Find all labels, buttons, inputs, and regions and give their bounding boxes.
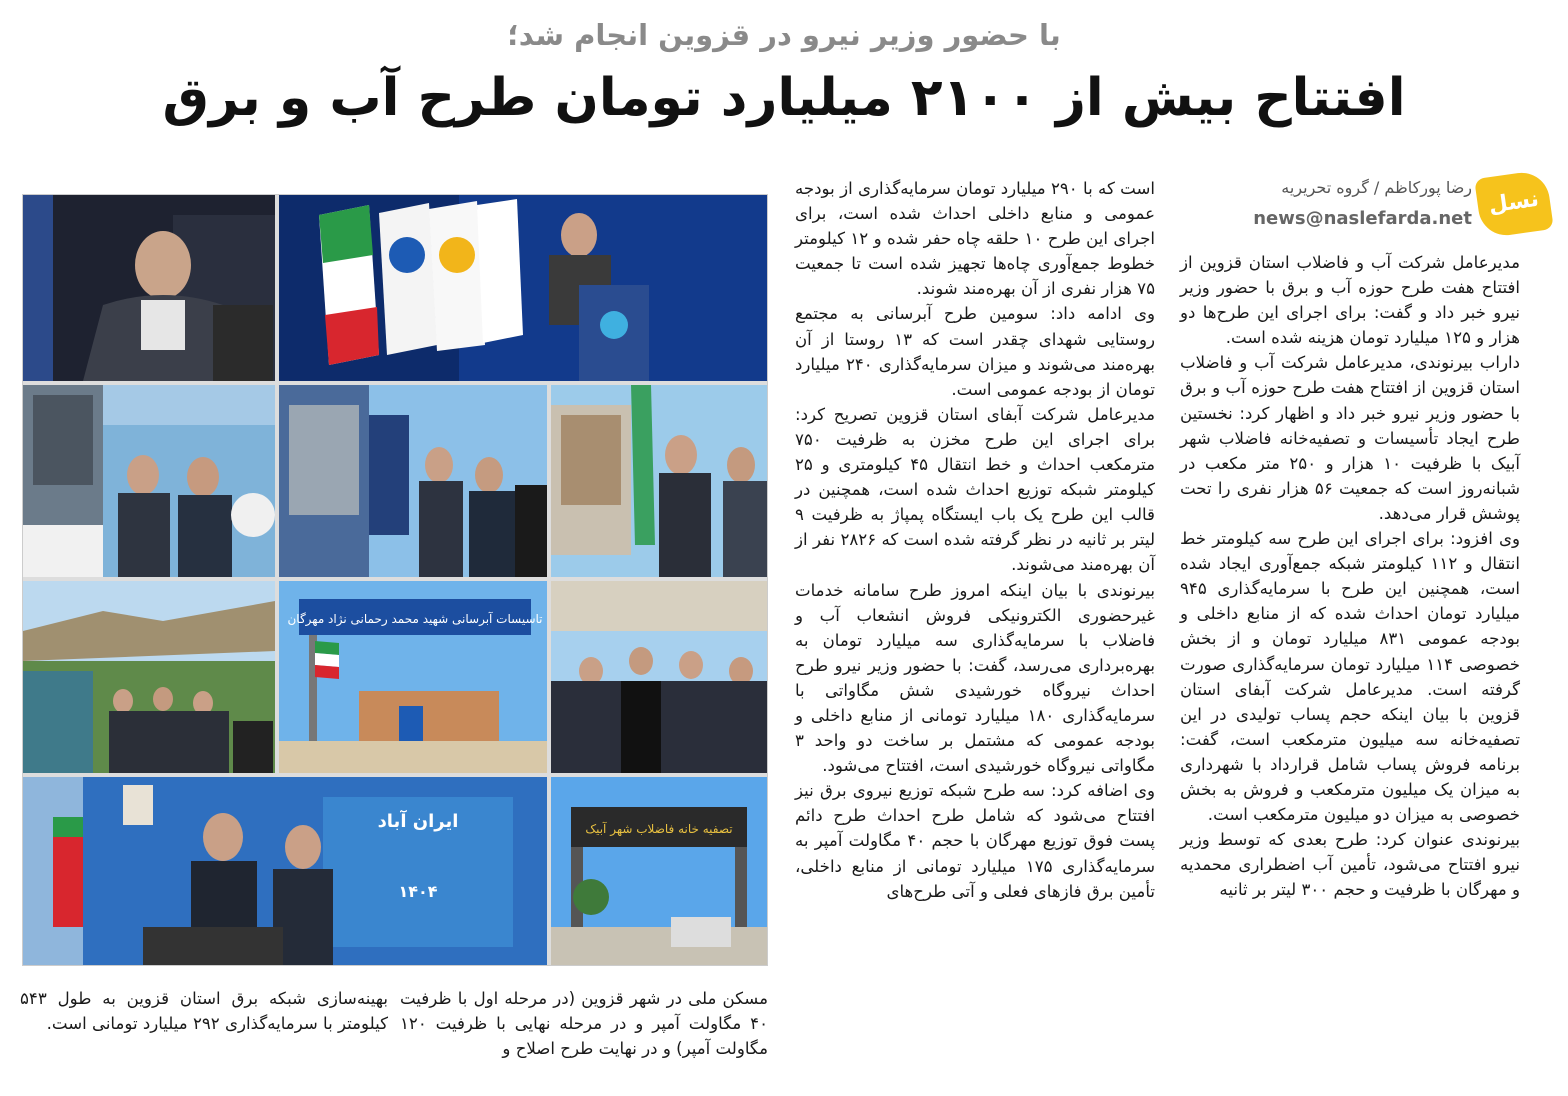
paragraph: بیرنوندی با بیان اینکه امروز طرح سامانه خدمات غیرحضوری الکترونیکی فروش انشعاب آب و فاضلاب با سرمایه‌گذاری سه میلیارد تومان به بهره‌برداری می‌رسد، گفت: با حضور وزیر نیرو طرح احداث نیروگاه خورشیدی شش مگاواتی با سرمایه‌گذاری ۱۸۰ میلیارد تومانی از منابع داخلی و بودجه عمومی که مشتمل بر ساخت دو واحد ۳ مگاواتی نیروگاه خورشیدی است، افتتاح می‌شود. [795,580,1155,776]
gate-sign-text: تصفیه خانه فاضلاب شهر آبیک [585,822,733,836]
photo-collage [22,194,768,966]
article-column-3-tail: مسکن ملی در شهر قزوین (در مرحله اول با ظرفیت ۴۰ مگاولت آمپر و در مرحله نهایی با ظرفیت ۱۲۰ مگاولت آمپر) و در نهایت طرح اصلاح و [400,989,768,1059]
logo-text: نسل فردا [1487,186,1547,276]
paragraph: مدیرعامل شرکت آب و فاضلاب استان قزوین از افتتاح هفت طرح حوزه آب و برق با حضور وزیر نیرو خبر داد و گفت: برای اجرای این طرح‌ها دو هزار و ۱۲۵ میلیارد تومان هزینه شده است. [1180,253,1520,348]
email[interactable]: news@naslefarda.net [1253,208,1472,229]
facility-sign-text: تاسیسات آبرسانی شهید محمد رحمانی نژاد مهرگان [287,612,543,626]
photo-press-banner [23,777,547,965]
publication-logo [1474,169,1554,276]
paragraph: وی ادامه داد: سومین طرح آبرسانی به مجتمع روستایی شهدای چقدر است که ۱۳ روستا از آن بهره‌مند می‌شوند و میزان سرمایه‌گذاری ۲۴۰ میلیارد تومان از بودجه عمومی است. [795,304,1155,399]
article-column-4-tail: بهینه‌سازی شبکه برق استان قزوین به طول ۵۴۳ کیلومتر با سرمایه‌گذاری ۲۹۲ میلیارد تومانی است. [20,989,388,1034]
paragraph: بیرنوندی عنوان کرد: طرح بعدی که توسط وزیر نیرو افتتاح می‌شود، تأمین آب اضطراری محمدیه و مهرگان با ظرفیت و حجم ۳۰۰ لیتر بر ثانیه [1180,830,1520,900]
paragraph: وی اضافه کرد: سه طرح شبکه توزیع نیروی برق نیز افتتاح می‌شود که شامل طرح احداث طرح دائم پست فوق توزیع مهرگان با حجم ۴۰ مگاولت آمپر به سرمایه‌گذاری ۱۷۵ میلیارد تومانی از منابع داخلی، تأمین برق فازهای فعلی و آتی طرح‌های [795,781,1156,901]
photo-facility-sign [279,581,547,773]
kicker: با حضور وزیر نیرو در قزوین انجام شد؛ [507,18,1061,52]
article-column-1 [1180,250,1520,1050]
photo-plaque-unveiling-1 [23,385,275,577]
paragraph: مدیرعامل شرکت آبفای استان قزوین تصریح کرد: برای اجرای این طرح مخزن به ظرفیت ۷۵۰ مترمکعب احداث و خط انتقال ۴۵ کیلومتری و ۲۵ کیلومتر شبکه توزیع احداث شده است، همچنین در قالب این طرح یک باب ایستگاه پمپاژ به ظرفیت ۹ لیتر بر ثانیه در نظر گرفته شده است که ۲۸۲۶ نفر از آن بهره‌مند می‌شوند. [795,404,1156,575]
photo-podium-flags [279,195,767,381]
photo-speaker-minister [23,195,275,381]
photo-plaque-unveiling-2 [279,385,547,577]
article-column-2 [795,176,1155,1076]
banner-logo-text: ایران آباد [377,811,459,832]
photo-plaque-unveiling-3 [551,385,767,577]
paragraph: است که با ۲۹۰ میلیارد تومان سرمایه‌گذاری از بودجه عمومی و منابع داخلی احداث شده است، برای اجرای این طرح ۱۰ حلقه چاه حفر شده و ۱۲ کیلومتر خطوط جمع‌آوری چاه‌ها تجهیز شده است تا جمعیت ۷۵ هزار نفری از آن بهره‌مند شوند. [795,179,1155,299]
headline: افتتاح بیش از ۲۱۰۰ میلیارد تومان طرح آب و برق [162,68,1406,128]
banner-year-text: ۱۴۰۴ [398,882,438,901]
paragraph: داراب بیرنوندی، مدیرعامل شرکت آب و فاضلاب استان قزوین از افتتاح هفت طرح حوزه آب و برق با حضور وزیر نیرو خبر داد و اظهار کرد: نخستین طرح ایجاد تأسیسات و تصفیه‌خانه فاضلاب شهر آبیک با ظرفیت ۱۰ هزار و ۲۵۰ متر مکعب در شبانه‌روز است که جمعیت ۵۶ هزار نفری را تحت پوشش قرار می‌دهد. [1180,353,1520,523]
photo-treatment-gate [551,777,767,965]
photo-crowd-opening [551,581,767,773]
paragraph: وی افزود: برای اجرای این طرح سه کیلومتر خط انتقال و ۱۱۲ کیلومتر شبکه جمع‌آوری ایجاد شده است، همچنین این طرح با سرمایه‌گذاری ۹۴۵ میلیارد تومان احداث شده که از منابع داخلی و بودجه عمومی ۸۳۱ میلیارد تومان و از بخش خصوصی ۱۱۴ میلیارد تومان سرمایه‌گذاری صورت گرفته است. مدیرعامل شرکت آبفای استان قزوین با بیان اینکه حجم پساب تولیدی در این تصفیه‌خانه سه میلیون مترمکعب است، گفت: برنامه فروش پساب شامل قرارداد با شهرداری به میزان یک میلیون مترمکعب و فروش به بخش خصوصی به میزان دو میلیون مترمکعب است. [1180,529,1521,825]
photo-canal-visit [23,581,275,773]
byline: رضا پورکاظم / گروه تحریریه [1281,178,1472,197]
